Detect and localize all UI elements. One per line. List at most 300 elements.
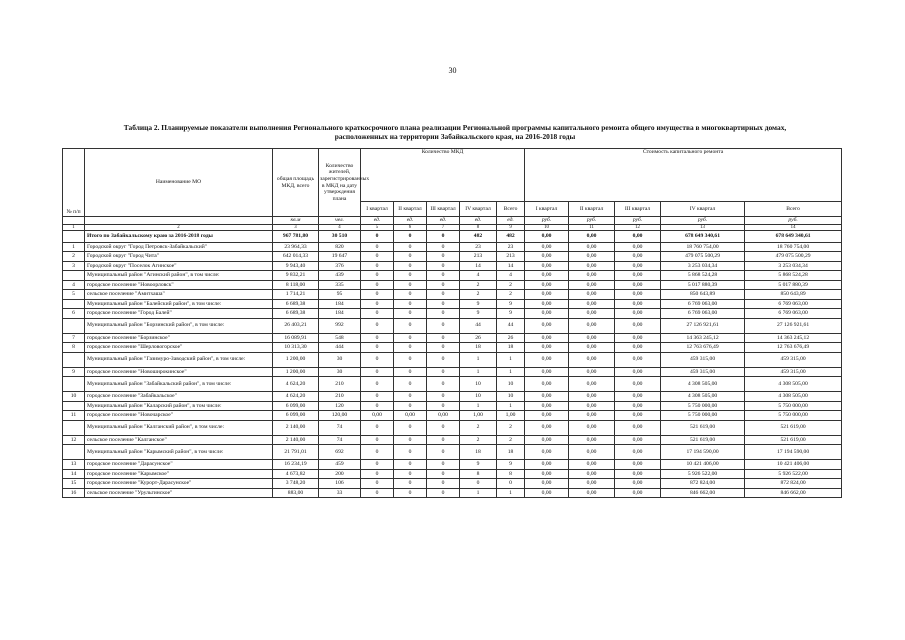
table-row-cell: 479 075 500,29 bbox=[661, 252, 745, 262]
table-row-cell: 0 bbox=[394, 280, 427, 290]
table-row-cell: 0 bbox=[427, 242, 460, 252]
table-row-cell: 1 bbox=[460, 488, 497, 498]
table-row-cell: 0 bbox=[361, 333, 394, 343]
table-row-cell: 0,00 bbox=[569, 333, 615, 343]
table-row-cell: 23 964,33 bbox=[273, 242, 319, 252]
table-row-cell: 820 bbox=[319, 242, 361, 252]
table-row-cell: 18 bbox=[460, 445, 497, 460]
table-row bbox=[63, 309, 842, 319]
total-row-cell: 0 bbox=[427, 230, 460, 242]
table-row-cell: 0,00 bbox=[569, 261, 615, 271]
total-row-cell: 967 781,80 bbox=[273, 230, 319, 242]
table-row-cell: 521 619,00 bbox=[661, 435, 745, 445]
total-row-cell: 678 649 340,61 bbox=[661, 230, 745, 242]
table-row-cell: 210 bbox=[319, 392, 361, 402]
table-row-cell: 0,00 bbox=[615, 352, 661, 367]
table-row-cell: 1 bbox=[460, 401, 497, 411]
table-row-cell: 0 bbox=[427, 469, 460, 479]
table-row bbox=[63, 280, 842, 290]
table-row-cell: 5 926 522,00 bbox=[661, 469, 745, 479]
table-row-cell: 2 bbox=[497, 420, 525, 435]
table-row-cell: 10 bbox=[460, 377, 497, 392]
table-row-cell: 0 bbox=[427, 299, 460, 309]
table-row-cell: 0 bbox=[394, 367, 427, 377]
table-row-cell: Городской округ "Город Чита" bbox=[85, 252, 273, 262]
table-row-cell: 0 bbox=[427, 377, 460, 392]
table-row-cell: 0,00 bbox=[525, 401, 569, 411]
table-row-cell: 9 bbox=[497, 309, 525, 319]
table-row bbox=[63, 420, 842, 435]
table-row-cell: 0,00 bbox=[569, 343, 615, 353]
table-row bbox=[63, 242, 842, 252]
column-number-row-cell: 8 bbox=[460, 224, 497, 230]
table-row-cell: 8 118,00 bbox=[273, 280, 319, 290]
header-count-q1: I квартал bbox=[361, 202, 394, 217]
table-row-cell: 1 bbox=[63, 242, 85, 252]
table-row-cell: 0 bbox=[427, 352, 460, 367]
table-row-cell: 1 bbox=[497, 367, 525, 377]
table-row-cell: 213 bbox=[460, 252, 497, 262]
table-row-cell: 27 126 921,61 bbox=[745, 318, 842, 333]
table-row-cell: 106 bbox=[319, 479, 361, 489]
table-row-cell: 0 bbox=[361, 445, 394, 460]
table-row-cell: 0,00 bbox=[525, 261, 569, 271]
table-row-cell: 11 bbox=[63, 411, 85, 421]
table-row-cell: 0 bbox=[361, 392, 394, 402]
table-row-cell: 846 662,00 bbox=[661, 488, 745, 498]
table-row-cell: 6 769 063,00 bbox=[745, 299, 842, 309]
table-row-cell: 0,00 bbox=[569, 352, 615, 367]
table-row-cell: 0,00 bbox=[569, 420, 615, 435]
table-row-cell: 14 363 245,12 bbox=[661, 333, 745, 343]
table-row bbox=[63, 343, 842, 353]
table-row-cell: 4 bbox=[63, 280, 85, 290]
header-name: Наименование МО bbox=[85, 149, 273, 217]
table-row-cell: 459 bbox=[319, 460, 361, 470]
table-row-cell: 0 bbox=[361, 488, 394, 498]
table-row-cell: 4 bbox=[460, 271, 497, 281]
units-row-cell: руб. bbox=[525, 217, 569, 225]
table-row-cell: 0,00 bbox=[569, 479, 615, 489]
table-row-cell: 18 760 754,00 bbox=[661, 242, 745, 252]
table-row-cell: 0,00 bbox=[615, 242, 661, 252]
units-row-cell: ед. bbox=[361, 217, 394, 225]
table-row-cell: 4 308 505,00 bbox=[661, 377, 745, 392]
table-row-cell: 0 bbox=[361, 352, 394, 367]
table-row-cell: 0,00 bbox=[569, 411, 615, 421]
table-row-cell: 1 714,21 bbox=[273, 290, 319, 300]
planned-indicators-table bbox=[62, 148, 842, 498]
table-row-cell: Муниципальный район "Карымский район", в том числе: bbox=[85, 445, 273, 460]
table-row bbox=[63, 435, 842, 445]
table-row bbox=[63, 352, 842, 367]
table-row-cell bbox=[63, 352, 85, 367]
table-row-cell: 14 bbox=[63, 469, 85, 479]
column-number-row-cell: 10 bbox=[525, 224, 569, 230]
total-row-cell: 0,00 bbox=[569, 230, 615, 242]
table-row-cell: 0,00 bbox=[525, 280, 569, 290]
table-row-cell: 0 bbox=[427, 420, 460, 435]
table-row-cell: 0,00 bbox=[569, 242, 615, 252]
table-row-cell: 12 bbox=[63, 435, 85, 445]
table-row-cell: 0,00 bbox=[615, 299, 661, 309]
table-row-cell: 0,00 bbox=[525, 333, 569, 343]
table-row-cell bbox=[63, 299, 85, 309]
table-row-cell: 0,00 bbox=[615, 271, 661, 281]
table-row-cell: 0,00 bbox=[525, 352, 569, 367]
table-row-cell: 4 673,82 bbox=[273, 469, 319, 479]
column-number-row-cell: 7 bbox=[427, 224, 460, 230]
table-row-cell: 184 bbox=[319, 309, 361, 319]
table-row-cell: 23 bbox=[497, 242, 525, 252]
units-row-cell bbox=[63, 217, 85, 225]
units-row-cell: руб. bbox=[661, 217, 745, 225]
table-row-cell: 0,00 bbox=[525, 392, 569, 402]
table-row-cell: 0 bbox=[361, 299, 394, 309]
table-row-cell: 0,00 bbox=[525, 460, 569, 470]
table-row-cell: 0,00 bbox=[615, 392, 661, 402]
table-row-cell: 0,00 bbox=[615, 290, 661, 300]
table-row-cell: 0,00 bbox=[525, 367, 569, 377]
table-row-cell: 0,00 bbox=[615, 401, 661, 411]
table-row-cell: 4 624,20 bbox=[273, 377, 319, 392]
table-row-cell: 872 824,00 bbox=[745, 479, 842, 489]
total-row-cell bbox=[63, 230, 85, 242]
table-row-cell: 0,00 bbox=[525, 343, 569, 353]
table-row-cell: 10 421 406,00 bbox=[745, 460, 842, 470]
table-row-cell: 0,00 bbox=[569, 309, 615, 319]
table-row-cell: городское поселение "Курорт-Дарасунское" bbox=[85, 479, 273, 489]
table-row-cell: 0,00 bbox=[525, 488, 569, 498]
table-row-cell: городское поселение "Дарасунское" bbox=[85, 460, 273, 470]
table-row-cell: 4 bbox=[497, 271, 525, 281]
table-row-cell: 5 017 880,39 bbox=[661, 280, 745, 290]
table-row-cell: 15 bbox=[63, 479, 85, 489]
table-row-cell: городское поселение "Новоширокинское" bbox=[85, 367, 273, 377]
table-row-cell: 3 bbox=[63, 261, 85, 271]
table-row-cell: 4 624,20 bbox=[273, 392, 319, 402]
table-row-cell: 0 bbox=[394, 488, 427, 498]
table-row-cell: 120,00 bbox=[319, 411, 361, 421]
column-number-row-cell: 5 bbox=[361, 224, 394, 230]
table-row-cell: 0 bbox=[394, 309, 427, 319]
table-row-cell: 0 bbox=[361, 271, 394, 281]
table-row-cell: 0,00 bbox=[525, 299, 569, 309]
table-row-cell: 0,00 bbox=[569, 377, 615, 392]
table-row-cell: 1 bbox=[497, 352, 525, 367]
table-row-cell bbox=[63, 420, 85, 435]
table-row-cell: 18 bbox=[497, 445, 525, 460]
table-row-cell: 0 bbox=[361, 469, 394, 479]
table-row-cell: 0 bbox=[394, 401, 427, 411]
table-row-cell: 14 bbox=[460, 261, 497, 271]
table-row-cell bbox=[63, 445, 85, 460]
table-row-cell: 0 bbox=[427, 460, 460, 470]
table-row bbox=[63, 299, 842, 309]
table-row-cell: 0,00 bbox=[525, 290, 569, 300]
table-row bbox=[63, 333, 842, 343]
table-row-cell: 0,00 bbox=[569, 252, 615, 262]
table-row-cell: 0 bbox=[394, 445, 427, 460]
table-row-cell: 0 bbox=[427, 333, 460, 343]
table-row-cell: 0 bbox=[394, 271, 427, 281]
table-row-cell: 8 bbox=[497, 469, 525, 479]
table-row-cell: городское поселение "Борзинское" bbox=[85, 333, 273, 343]
units-row-cell: кв.м bbox=[273, 217, 319, 225]
units-row-cell: ед. bbox=[427, 217, 460, 225]
column-number-row-cell: 12 bbox=[615, 224, 661, 230]
header-num: № п/п bbox=[63, 149, 85, 217]
table-row-cell: 0 bbox=[394, 333, 427, 343]
header-cost-total: Всего bbox=[745, 202, 842, 217]
table-row-cell: 0,00 bbox=[615, 469, 661, 479]
table-row-cell: 846 662,00 bbox=[745, 488, 842, 498]
column-number-row-cell: 14 bbox=[745, 224, 842, 230]
table-row-cell: 0 bbox=[394, 469, 427, 479]
table-row-cell: 10 bbox=[497, 377, 525, 392]
title-line-1: Таблица 2. Планируемые показатели выполнения Регионального краткосрочного плана реализации Региональной программы капитального ремонта общего имущества в многоквартирных домах, bbox=[123, 123, 787, 132]
table-row-cell: 0 bbox=[361, 367, 394, 377]
total-row-cell: 30 510 bbox=[319, 230, 361, 242]
table-row-cell: 0,00 bbox=[361, 411, 394, 421]
table-row-cell: 0,00 bbox=[615, 309, 661, 319]
table-row-cell: 9 bbox=[460, 309, 497, 319]
table-row-cell: городское поселение "Новоорловск" bbox=[85, 280, 273, 290]
table-row bbox=[63, 445, 842, 460]
table-row-cell: 459 315,00 bbox=[661, 367, 745, 377]
units-row bbox=[63, 217, 842, 225]
table-row-cell: Муниципальный район "Калганский район", в том числе: bbox=[85, 420, 273, 435]
table-row-cell: 6 099,00 bbox=[273, 411, 319, 421]
column-number-row-cell: 6 bbox=[394, 224, 427, 230]
table-row-cell: 26 bbox=[460, 333, 497, 343]
units-row-cell: руб. bbox=[615, 217, 661, 225]
table-row-cell: 21 791,01 bbox=[273, 445, 319, 460]
table-row-cell: 17 194 590,00 bbox=[745, 445, 842, 460]
column-number-row-cell: 2 bbox=[85, 224, 273, 230]
table-row-cell: 0,00 bbox=[569, 271, 615, 281]
table-row bbox=[63, 318, 842, 333]
table-row-cell: 459 315,00 bbox=[745, 367, 842, 377]
table-row-cell: 850 643,89 bbox=[661, 290, 745, 300]
table-row-cell: 0,00 bbox=[615, 333, 661, 343]
table-row-cell: 4 308 505,00 bbox=[745, 392, 842, 402]
units-row-cell: ед. bbox=[394, 217, 427, 225]
table-row-cell: 18 bbox=[497, 343, 525, 353]
table-row-cell: 5 750 000,00 bbox=[745, 411, 842, 421]
table-row-cell: 18 760 754,00 bbox=[745, 242, 842, 252]
table-row-cell: 213 bbox=[497, 252, 525, 262]
table-row-cell: 19 647 bbox=[319, 252, 361, 262]
table-row-cell: 521 619,00 bbox=[745, 420, 842, 435]
table-row-cell: 2 bbox=[460, 420, 497, 435]
table-row-cell: 14 363 245,12 bbox=[745, 333, 842, 343]
total-row-cell: 0,00 bbox=[525, 230, 569, 242]
table-row-cell: 872 824,00 bbox=[661, 479, 745, 489]
table-row-cell: 0,00 bbox=[569, 488, 615, 498]
table-row bbox=[63, 479, 842, 489]
header-count-q4: IV квартал bbox=[460, 202, 497, 217]
table-row bbox=[63, 488, 842, 498]
table-row-cell: сельское поселение "Урульгинское" bbox=[85, 488, 273, 498]
table-row-cell: 0 bbox=[361, 377, 394, 392]
table-row-cell: 14 bbox=[497, 261, 525, 271]
table-row-cell: 2 140,00 bbox=[273, 435, 319, 445]
table-row-cell: 0 bbox=[427, 392, 460, 402]
table-row-cell: 74 bbox=[319, 420, 361, 435]
table-row-cell: 1,00 bbox=[497, 411, 525, 421]
table-row-cell: 0 bbox=[394, 318, 427, 333]
table-row-cell: 459 315,00 bbox=[745, 352, 842, 367]
table-row-cell: 184 bbox=[319, 299, 361, 309]
table-row-cell: 1 bbox=[460, 367, 497, 377]
table-row-cell: 18 bbox=[460, 343, 497, 353]
table-row-cell: 10 313,30 bbox=[273, 343, 319, 353]
table-row-cell: 0,00 bbox=[569, 392, 615, 402]
table-row-cell: Муниципальный район "Забайкальский район", в том числе: bbox=[85, 377, 273, 392]
table-body bbox=[63, 217, 842, 498]
units-row-cell: ед. bbox=[460, 217, 497, 225]
header-count-q2: II квартал bbox=[394, 202, 427, 217]
table-row bbox=[63, 290, 842, 300]
table-row-cell: 5 868 524,28 bbox=[745, 271, 842, 281]
table-row bbox=[63, 460, 842, 470]
table-row-cell: 0 bbox=[361, 290, 394, 300]
total-row bbox=[63, 230, 842, 242]
table-row-cell: 13 bbox=[63, 460, 85, 470]
table-row-cell: 3 748,20 bbox=[273, 479, 319, 489]
table-row-cell: 10 bbox=[63, 392, 85, 402]
total-row-cell: 0 bbox=[361, 230, 394, 242]
table-row-cell: 0 bbox=[427, 343, 460, 353]
table-row-cell: 5 750 000,00 bbox=[661, 401, 745, 411]
table-row-cell: 0,00 bbox=[615, 411, 661, 421]
table-row-cell: 0,00 bbox=[525, 420, 569, 435]
table-row-cell: 0 bbox=[394, 392, 427, 402]
table-row-cell: 0,00 bbox=[525, 435, 569, 445]
table-row-cell: 0 bbox=[361, 420, 394, 435]
table-row-cell: 548 bbox=[319, 333, 361, 343]
table-row-cell: 0 bbox=[427, 252, 460, 262]
table-row-cell: 0,00 bbox=[569, 401, 615, 411]
table-row-cell: 0 bbox=[427, 309, 460, 319]
table-row-cell: 5 926 522,00 bbox=[745, 469, 842, 479]
table-row-cell: 2 bbox=[497, 280, 525, 290]
table-row-cell: 9 bbox=[460, 460, 497, 470]
table-row-cell: 0,00 bbox=[615, 318, 661, 333]
table-row-cell: 5 bbox=[63, 290, 85, 300]
table-row-cell: 642 014,33 bbox=[273, 252, 319, 262]
table-row-cell: 5 868 524,28 bbox=[661, 271, 745, 281]
table-row-cell: Муниципальный район "Агинский район", в том числе: bbox=[85, 271, 273, 281]
total-row-cell: 482 bbox=[497, 230, 525, 242]
table-row-cell: 5 750 000,00 bbox=[661, 411, 745, 421]
header-count-total: Всего bbox=[497, 202, 525, 217]
table-row-cell: 6 769 063,00 bbox=[661, 309, 745, 319]
table-row-cell: 0,00 bbox=[615, 280, 661, 290]
table-row-cell: сельское поселение "Калганское" bbox=[85, 435, 273, 445]
table-row-cell bbox=[63, 271, 85, 281]
column-number-row-cell: 13 bbox=[661, 224, 745, 230]
table-row-cell: 26 bbox=[497, 333, 525, 343]
table-row-cell: 0 bbox=[427, 261, 460, 271]
table-row-cell: 9 bbox=[460, 299, 497, 309]
table-row-cell: 1 bbox=[497, 488, 525, 498]
table-row-cell: 0,00 bbox=[615, 252, 661, 262]
table-row-cell: 0 bbox=[394, 261, 427, 271]
table-row-cell: 0,00 bbox=[569, 280, 615, 290]
table-row-cell: 521 619,00 bbox=[745, 435, 842, 445]
column-number-row-cell: 3 bbox=[273, 224, 319, 230]
table-title bbox=[60, 123, 850, 141]
table-row-cell: 4 308 505,00 bbox=[745, 377, 842, 392]
column-number-row-cell: 4 bbox=[319, 224, 361, 230]
table-row-cell: Муниципальный район "Газимуро-Заводский район", в том числе: bbox=[85, 352, 273, 367]
table-row-cell: 95 bbox=[319, 290, 361, 300]
table-row-cell: 0,00 bbox=[615, 343, 661, 353]
table-row-cell: 2 bbox=[460, 290, 497, 300]
table-row-cell: 0,00 bbox=[615, 488, 661, 498]
table-row-cell: городское поселение "Город Балей" bbox=[85, 309, 273, 319]
table-row-cell: 2 bbox=[460, 435, 497, 445]
table-row-cell: 8 bbox=[460, 469, 497, 479]
table-row-cell: 0 bbox=[427, 367, 460, 377]
table-row-cell: 692 bbox=[319, 445, 361, 460]
table-row-cell: 44 bbox=[460, 318, 497, 333]
table-row-cell: 883,00 bbox=[273, 488, 319, 498]
table-row-cell: 0,00 bbox=[569, 469, 615, 479]
table-row-cell: 0 bbox=[427, 271, 460, 281]
total-row-cell: 678 649 340,61 bbox=[745, 230, 842, 242]
table-row-cell: 0 bbox=[427, 401, 460, 411]
table-row-cell: 0,00 bbox=[525, 479, 569, 489]
table-row-cell: 9 832,21 bbox=[273, 271, 319, 281]
table-row-cell: 992 bbox=[319, 318, 361, 333]
table-row-cell: 120 bbox=[319, 401, 361, 411]
column-number-row-cell: 11 bbox=[569, 224, 615, 230]
table-row-cell: 0,00 bbox=[569, 445, 615, 460]
table-row-cell: 0,00 bbox=[615, 445, 661, 460]
header-cost-q3: III квартал bbox=[615, 202, 661, 217]
table-row-cell: Муниципальный район "Балейский район", в том числе: bbox=[85, 299, 273, 309]
table-row-cell bbox=[63, 377, 85, 392]
table-row-cell: 0,00 bbox=[525, 411, 569, 421]
table-row-cell: 0,00 bbox=[569, 435, 615, 445]
table-row-cell: 16 234,19 bbox=[273, 460, 319, 470]
table-row-cell: 0 bbox=[361, 343, 394, 353]
table-row-cell: 0 bbox=[394, 242, 427, 252]
table-row-cell: 0,00 bbox=[525, 242, 569, 252]
table-row-cell: 12 763 676,49 bbox=[661, 343, 745, 353]
table-row-cell: 26 403,21 bbox=[273, 318, 319, 333]
table-row-cell: 479 075 500,29 bbox=[745, 252, 842, 262]
table-row-cell: 0 bbox=[427, 435, 460, 445]
table-row bbox=[63, 271, 842, 281]
table-row-cell: 0,00 bbox=[569, 367, 615, 377]
table-row-cell: 10 bbox=[497, 392, 525, 402]
table-row-cell: 0 bbox=[394, 460, 427, 470]
table-row-cell bbox=[63, 401, 85, 411]
table-row-cell: 0 bbox=[361, 318, 394, 333]
table-row-cell: 0 bbox=[394, 290, 427, 300]
table-row-cell: 0,00 bbox=[615, 435, 661, 445]
title-line-2: расположенных на территории Забайкальского края, на 2016-2018 годы bbox=[334, 132, 576, 141]
table-row-cell: 0 bbox=[394, 377, 427, 392]
total-row-cell: Итого по Забайкальскому краю за 2016-2018 годы bbox=[85, 230, 273, 242]
table-row-cell: 1 bbox=[460, 352, 497, 367]
table-row bbox=[63, 401, 842, 411]
table-row-cell: Муниципальный район "Борзинский район", в том числе: bbox=[85, 318, 273, 333]
